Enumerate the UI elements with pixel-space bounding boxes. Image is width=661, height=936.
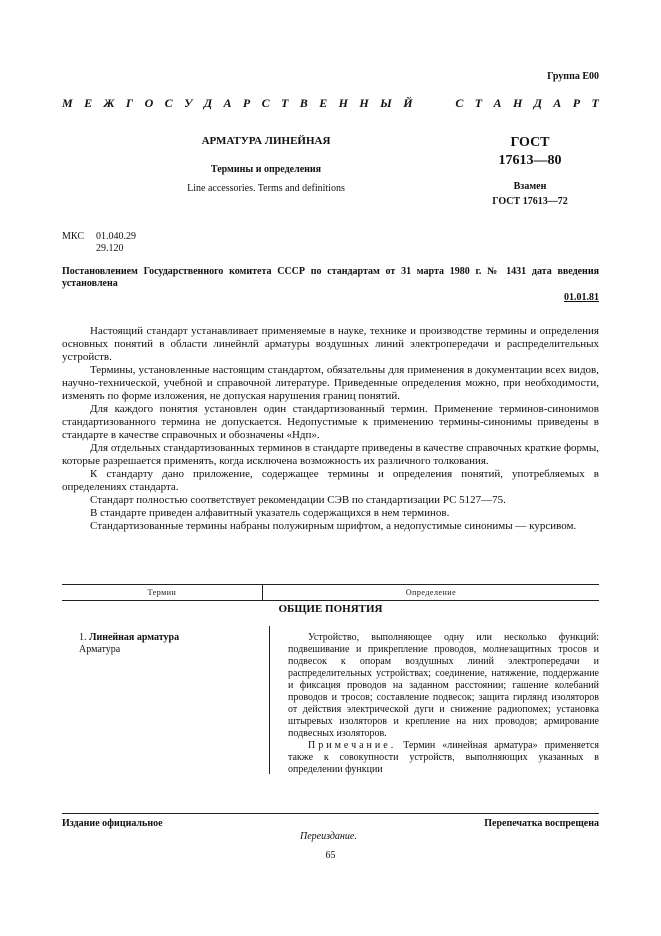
reprint-prohibited: Перепечатка воспрещена <box>484 818 599 829</box>
banner-letter: Т <box>591 96 599 110</box>
banner-letter: С <box>164 96 173 110</box>
note-text: Термин «линейная арматура» применяется также к совокупности устройств, выполняющих указанных в определении функции <box>288 740 600 775</box>
mks-label: МКС <box>62 231 84 242</box>
term-number: 1. <box>79 632 87 643</box>
banner-letter: Н <box>359 96 369 110</box>
banner-letter: Н <box>512 96 523 110</box>
page-number: 65 <box>325 850 336 861</box>
footer-rule <box>62 813 599 814</box>
column-divider <box>269 626 270 774</box>
body-paragraph: В стандарте приведен алфавитный указатель содержащихся в нем терминов. <box>90 507 450 519</box>
definition-note <box>288 740 599 776</box>
banner-letter: В <box>299 96 308 110</box>
replaces-value: ГОСТ 17613—72 <box>492 196 568 207</box>
body-paragraph: Стандарт полностью соответствует рекомендации СЭВ по стандартизации РС 5127—75. <box>90 494 506 506</box>
banner-letter: А <box>553 96 562 110</box>
banner-letter: Г <box>125 96 134 110</box>
banner-letter: Д <box>203 96 213 110</box>
banner-letter: Т <box>281 96 289 110</box>
term-name: Линейная арматура <box>89 632 180 643</box>
banner-letter: Е <box>84 96 93 110</box>
banner-gap <box>424 96 444 111</box>
term-definition <box>288 632 599 776</box>
banner-letter: Й <box>403 96 413 110</box>
banner-letter: Р <box>572 96 581 110</box>
banner-letter: С <box>455 96 464 110</box>
mks-code: 29.120 <box>96 243 124 254</box>
mks-codes <box>96 231 136 255</box>
mks-code: 01.040.29 <box>96 231 136 242</box>
interstate-standard-banner <box>62 96 599 111</box>
standard-subtitle: Термины и определения <box>210 164 322 175</box>
replaces-block <box>470 179 590 209</box>
gost-label: ГОСТ <box>510 135 550 150</box>
banner-letter: М <box>62 96 73 110</box>
banner-letter: А <box>493 96 502 110</box>
term-short-form: Арматура <box>79 644 121 655</box>
standard-title: АРМАТУРА ЛИНЕЙНАЯ <box>201 135 331 147</box>
column-header-term: Термин <box>62 585 263 601</box>
body-paragraph: Настоящий стандарт устанавливает применяемые в науке, технике и производстве термины и определения основных понятий в области линейнлй арматуры воздушных линий электропередачи и распределительных устройств. <box>62 325 599 363</box>
column-header-definition: Определение <box>263 585 600 601</box>
body-paragraph: К стандарту дано приложение, содержащее термины и определения понятий, употребляемых в определениях стандарта. <box>62 468 599 493</box>
body-paragraph: Стандартизованные термины набраны полужирным шрифтом, а недопустимые синонимы — курсивом. <box>90 520 577 532</box>
banner-letter: Н <box>338 96 348 110</box>
body-paragraph: Термины, установленные настоящим стандартом, обязательны для применения в документации всех видов, научно-технической, учебной и справочной литературе. Приведенные определения можно, при необходимости, изменять по форме изложения, не допуская нарушения границ понятий. <box>62 364 599 402</box>
banner-letter: Е <box>319 96 328 110</box>
group-code: Группа Е00 <box>547 71 599 82</box>
banner-letter: У <box>184 96 193 110</box>
banner-letter: О <box>144 96 154 110</box>
term-entry <box>79 632 179 656</box>
body-paragraph: Для отдельных стандартизованных терминов в стандарте приведены в качестве справочных краткие формы, которые разрешается применять, когда исключена возможность их различного толкования. <box>62 442 599 467</box>
body-paragraph: Для каждого понятия установлен один стандартизованный термин. Применение терминов-синонимов стандартизованного термина не допускается. Недопустимые к применению термины-синонимы приведены в стандарте в качестве справочных и обозначены «Ндп». <box>62 403 599 441</box>
reprint-note: Переиздание. <box>300 831 357 842</box>
banner-letter: Т <box>474 96 483 110</box>
gost-designation <box>470 134 590 170</box>
decree-text: Постановлением Государственного комитета СССР по стандартам от 31 марта 1980 г. № 1431 дата введения установлена <box>62 266 599 289</box>
banner-letter: С <box>261 96 270 110</box>
banner-letter: А <box>223 96 232 110</box>
english-title: Line accessories. Terms and definitions <box>187 183 345 194</box>
section-title: ОБЩИЕ ПОНЯТИЯ <box>278 603 383 615</box>
introduction-text <box>62 325 599 533</box>
banner-letter: Д <box>533 96 542 110</box>
definition-text: Устройство, выполняющее одну или несколько функций: подвешивание и прикрепление проводов, молнезащитных тросов и подвесок к опорам воздушных линий электропередачи и распределительных устройствах; соединение, натяжение, поддержание и фиксация проводов на заданном расстоянии; гашение колебаний проводов и тросов; составление подвесок; защита гирлянд изоляторов от действия электрической дуги и снижение радиопомех; установка штыревых изоляторов и крепление на них проводов; армирование подвесных изоляторов. <box>288 632 599 739</box>
gost-number: 17613—80 <box>498 153 562 168</box>
terms-table-header <box>62 584 599 601</box>
note-label: Примечание. <box>308 740 397 751</box>
banner-letter: Р <box>242 96 251 110</box>
banner-letter: Ы <box>380 96 392 110</box>
banner-letter: Ж <box>103 96 115 110</box>
introduction-date: 01.01.81 <box>564 292 599 303</box>
replaces-label: Взамен <box>513 181 547 192</box>
official-edition: Издание официальное <box>62 818 163 829</box>
